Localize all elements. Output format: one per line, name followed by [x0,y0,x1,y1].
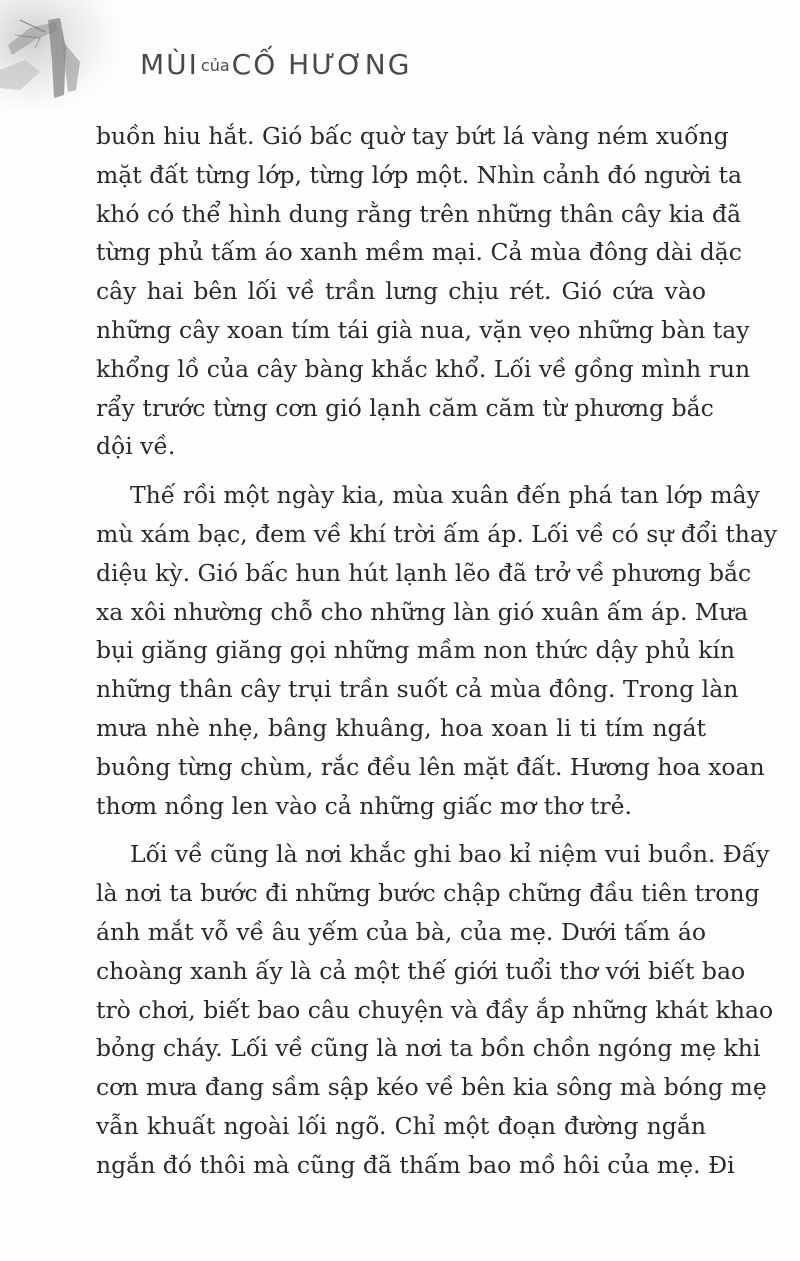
text-line: những thân cây trụi trần suốt cả mùa đông. Trong làn [96,675,739,704]
text-line: là nơi ta bước đi những bước chập chững đầu tiên trong [96,879,760,908]
text-line: mù xám bạc, đem về khí trời ấm áp. Lối về có sự đổi thay [96,519,778,548]
text-line: dội về. [96,432,176,461]
text-line: ngắn đó thôi mà cũng đã thấm bao mồ hôi của mẹ. Đi [96,1150,735,1179]
text-line: choàng xanh ấy là cả một thế giới tuổi thơ với biết bao [96,956,746,985]
text-line: những cây xoan tím tái già nua, vặn vẹo những bàn tay [96,315,750,344]
text-line: khổng lồ của cây bàng khắc khổ. Lối về gồng mình run [96,354,751,383]
body-text [96,117,778,1185]
text-line: xa xôi nhường chỗ cho những làn gió xuân ấm áp. Mưa [96,597,749,626]
text-line: cơn mưa đang sầm sập kéo về bên kia sông mà bóng mẹ [96,1073,767,1102]
corner-illustration [0,0,130,110]
header-title-part1: MÙI [140,48,199,81]
text-line: rẩy trước từng cơn gió lạnh căm căm từ phương bắc [96,393,714,422]
header-title-small: của [200,56,230,75]
text-line: mặt đất từng lớp, từng lớp một. Nhìn cảnh đó người ta [96,160,742,189]
text-line: từng phủ tấm áo xanh mềm mại. Cả mùa đông dài dặc [96,238,742,267]
text-line: vẫn khuất ngoài lối ngõ. Chỉ một đoạn đường ngắn [96,1111,706,1140]
text-line: mưa nhè nhẹ, bâng khuâng, hoa xoan li ti tím ngát [96,713,706,742]
text-line: Lối về cũng là nơi khắc ghi bao kỉ niệm vui buồn. Đấy [130,840,770,869]
text-line: Thế rồi một ngày kia, mùa xuân đến phá tan lớp mây [130,481,760,510]
text-line: ánh mắt vỗ về âu yếm của bà, của mẹ. Dưới tấm áo [96,917,706,946]
text-line: bỏng cháy. Lối về cũng là nơi ta bồn chồn ngóng mẹ khi [96,1034,761,1063]
text-line: diệu kỳ. Gió bấc hun hút lạnh lẽo đã trở về phương bắc [96,558,752,587]
text-line: trò chơi, biết bao câu chuyện và đầy ắp những khát khao [96,995,774,1024]
text-line: bụi giăng giăng gọi những mầm non thức dậy phủ kín [96,636,735,665]
running-header [140,48,411,81]
text-line: thơm nồng len vào cả những giấc mơ thơ trẻ. [96,791,633,820]
text-line: buồn hiu hắt. Gió bấc quờ tay bứt lá vàng ném xuống [96,122,729,150]
text-line: cây hai bên lối về trần lưng chịu rét. Gió cứa vào [96,277,706,306]
header-title-part2: CỐ HƯƠNG [231,48,412,81]
text-line: khó có thể hình dung rằng trên những thân cây kia đã [96,199,742,228]
text-line: buông từng chùm, rắc đều lên mặt đất. Hương hoa xoan [96,752,765,781]
